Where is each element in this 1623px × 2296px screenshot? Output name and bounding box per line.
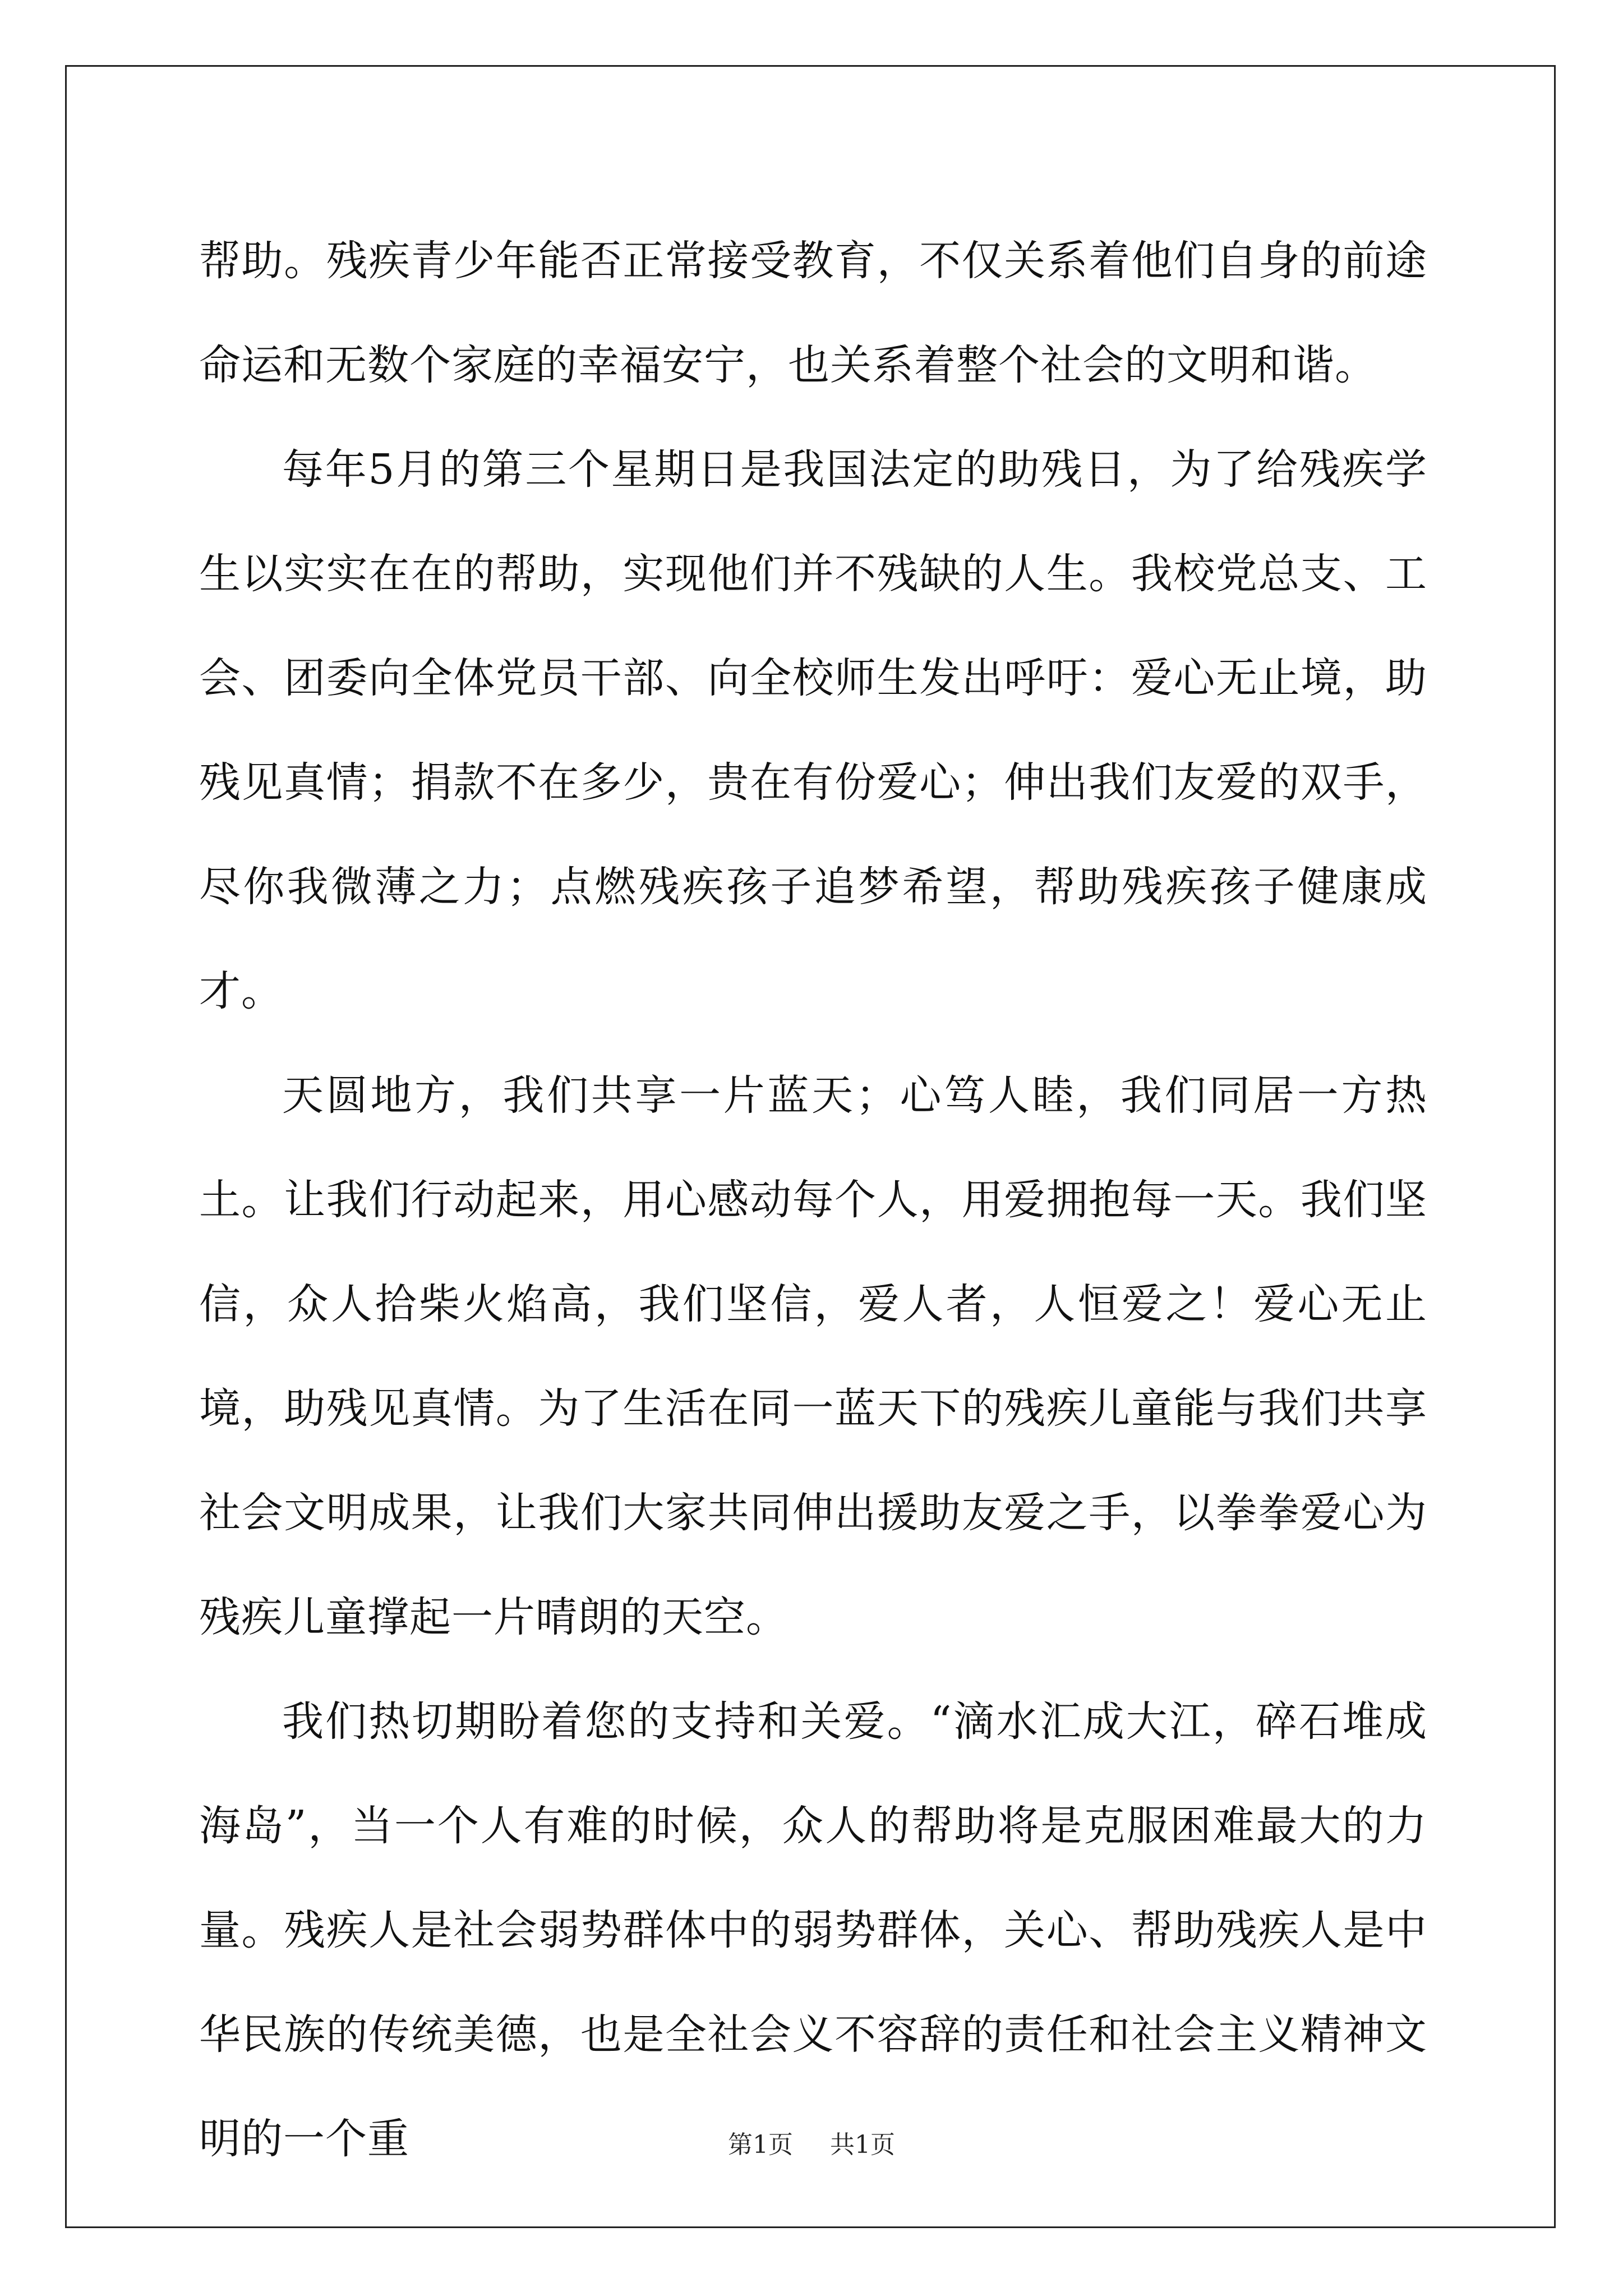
paragraph-3: 天圆地方，我们共享一片蓝天；心笃人睦，我们同居一方热土。让我们行动起来，用心感动每个人，用爱拥抱每一天。我们坚信，众人拾柴火焰高，我们坚信，爱人者，人恒爱之！爱心无止境，助残见真情。为了生活在同一蓝天下的残疾儿童能与我们共享社会文明成果，让我们大家共同伸出援助友爱之手，以拳拳爱心为残疾儿童撑起一片晴朗的天空。 bbox=[199, 1071, 1427, 1641]
page-total: 共1页 bbox=[830, 2131, 895, 2159]
page-footer bbox=[0, 2129, 1623, 2161]
paragraph-4: 我们热切期盼着您的支持和关爱。“滴水汇成大江，碎石堆成海岛”，当一个人有难的时候，众人的帮助将是克服困难最大的力量。残疾人是社会弱势群体中的弱势群体，关心、帮助残疾人是中华民族的传统美德，也是全社会义不容辞的责任和社会主义精神文明的一个重 bbox=[199, 1697, 1427, 2163]
page-number: 第1页 bbox=[728, 2131, 793, 2159]
paragraph-1: 帮助。残疾青少年能否正常接受教育，不仅关系着他们自身的前途命运和无数个家庭的幸福安宁，也关系着整个社会的文明和谐。 bbox=[199, 237, 1427, 389]
document-body bbox=[199, 209, 1427, 2191]
paragraph-2: 每年5月的第三个星期日是我国法定的助残日，为了给残疾学生以实实在在的帮助，实现他们并不残缺的人生。我校党总支、工会、团委向全体党员干部、向全校师生发出呼吁：爱心无止境，助残见真情；捐款不在多少，贵在有份爱心；伸出我们友爱的双手，尽你我微薄之力；点燃残疾孩子追梦希望，帮助残疾孩子健康成才。 bbox=[199, 445, 1427, 1015]
